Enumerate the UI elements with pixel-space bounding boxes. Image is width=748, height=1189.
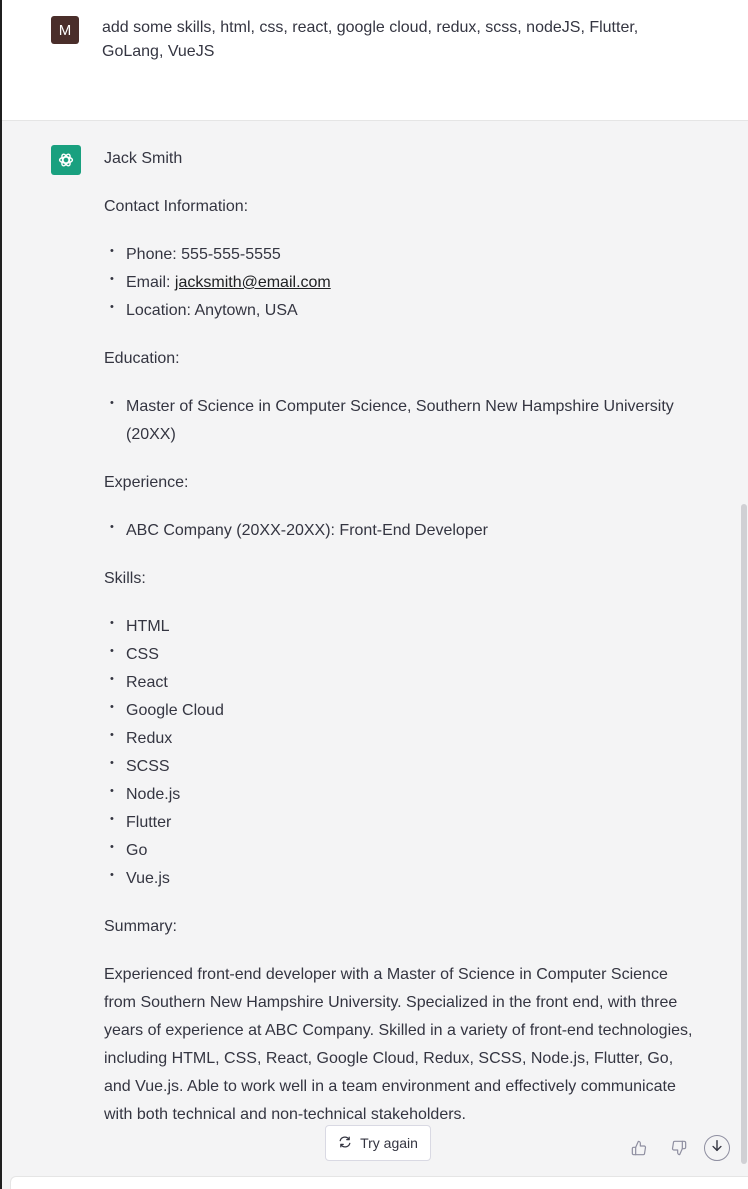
list-item: • Master of Science in Computer Science, Southern New Hampshire University (20XX) [104, 393, 704, 449]
resume-name: Jack Smith [104, 150, 183, 167]
user-message-text: add some skills, html, css, react, google cloud, redux, scss, nodeJS, Flutter, GoLang, VueJS [102, 19, 639, 60]
try-again-button[interactable] [325, 1125, 431, 1161]
contact-phone: • Phone: 555-555-5555 [104, 241, 704, 269]
list-item: • React [104, 669, 704, 697]
email-prefix: Email: [126, 274, 175, 291]
summary-heading: Summary: [104, 918, 177, 935]
contact-heading: Contact Information: [104, 198, 249, 215]
experience-heading: Experience: [104, 474, 189, 491]
try-again-label: Try again [360, 1135, 418, 1151]
skills-list [104, 613, 704, 893]
summary-text: Experienced front-end developer with a Master of Science in Computer Science from Southern New Hampshire University. Specialized in the front end, with three years of experience at ABC Company. Skilled in a variety of front-end technologies, including HTML, CSS, React, Google Cloud, Redux, SCSS, Node.js, Flutter, Go, and Vue.js. Able to work well in a team environment and effectively communicate with both technical and non-technical stakeholders. [104, 966, 693, 1123]
thumbs-up-icon[interactable] [627, 1136, 651, 1160]
list-item: • Go [104, 837, 704, 865]
list-item: • Flutter [104, 809, 704, 837]
message-input-area[interactable] [10, 1176, 748, 1189]
list-item: • CSS [104, 641, 704, 669]
list-item: • ABC Company (20XX-20XX): Front-End Developer [104, 517, 704, 545]
list-item: • HTML [104, 613, 704, 641]
contact-email [104, 269, 704, 297]
education-heading: Education: [104, 350, 180, 367]
thumbs-down-icon[interactable] [667, 1136, 691, 1160]
scrollbar[interactable] [741, 504, 747, 1164]
education-list [104, 393, 704, 449]
list-item: • Node.js [104, 781, 704, 809]
contact-list [104, 241, 704, 325]
list-item: • Google Cloud [104, 697, 704, 725]
list-item: • Redux [104, 725, 704, 753]
user-message [2, 0, 748, 121]
arrow-down-icon [710, 1139, 724, 1158]
openai-logo-icon [51, 145, 81, 175]
email-link[interactable]: jacksmith@email.com [174, 274, 331, 291]
experience-list [104, 517, 704, 545]
scroll-to-bottom-button[interactable] [704, 1135, 730, 1161]
regenerate-icon [338, 1135, 352, 1152]
list-item: • Vue.js [104, 865, 704, 893]
list-item: • SCSS [104, 753, 704, 781]
skills-heading: Skills: [104, 570, 146, 587]
user-avatar: M [51, 16, 79, 44]
contact-location: • Location: Anytown, USA [104, 297, 704, 325]
assistant-message-content [104, 145, 704, 1149]
assistant-message [2, 121, 748, 1189]
